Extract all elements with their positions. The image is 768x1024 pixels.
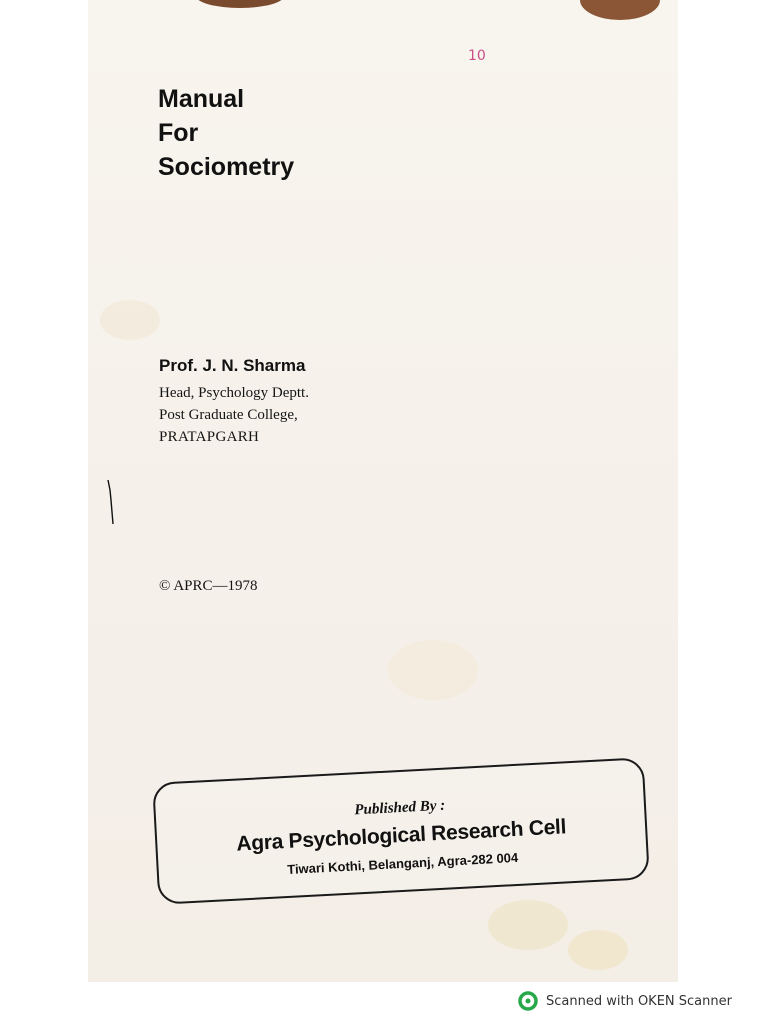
author-name: Prof. J. N. Sharma [159, 356, 306, 375]
published-by-label: Published By : [354, 797, 446, 819]
title-line: Sociometry [158, 153, 295, 181]
paper-stain [568, 930, 628, 970]
author-city: PRATAPGARH [159, 429, 260, 445]
scanner-watermark-text: Scanned with OKEN Scanner [546, 993, 732, 1009]
publisher-stamp [152, 757, 650, 905]
page-number: 10 [468, 48, 486, 64]
author-affiliation [159, 382, 309, 448]
book-title [158, 82, 378, 184]
paper-stain [100, 300, 160, 340]
paper-stain [388, 640, 478, 700]
oken-scanner-logo-icon [518, 991, 538, 1011]
paper-stain [488, 900, 568, 950]
pen-mark-icon [106, 478, 118, 526]
copyright-notice: © APRC—1978 [159, 578, 258, 594]
author-position: Head, Psychology Deptt. [159, 385, 309, 401]
title-line: Manual [158, 85, 245, 113]
publisher-address: Tiwari Kothi, Belanganj, Agra-282 004 [286, 849, 519, 877]
title-line: For [158, 119, 199, 147]
scanner-watermark [518, 990, 732, 1012]
author-college: Post Graduate College, [159, 407, 298, 423]
publisher-name: Agra Psychological Research Cell [235, 815, 567, 856]
